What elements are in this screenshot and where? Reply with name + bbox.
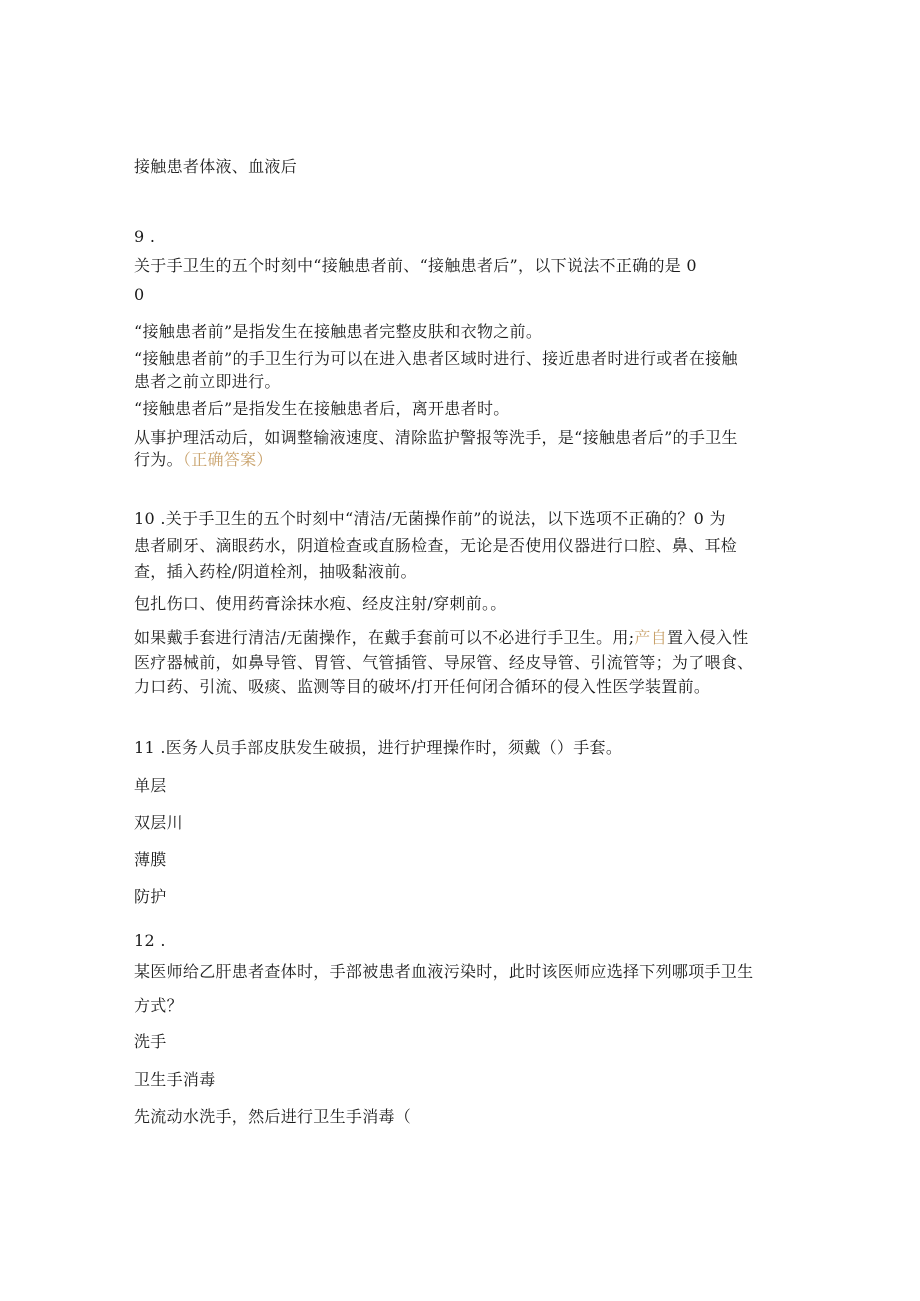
question-11-option-b: 双层川 [134, 813, 183, 832]
question-10-option-c [134, 628, 749, 648]
question-9-stem-cont: 0 [134, 285, 145, 304]
question-9-option-b-cont: 患者之前立即进行。 [134, 372, 281, 391]
question-9-option-d-cont [134, 450, 273, 470]
question-12-option-a: 洗手 [134, 1032, 167, 1051]
question-12-stem-cont: 方式？ [134, 996, 183, 1015]
highlighted-text: 产自 [634, 628, 667, 647]
option-text: 置入侵入性 [667, 628, 749, 647]
question-12-stem: 某医师给乙肝患者查体时，手部被患者血液污染时，此时该医师应选择下列哪项手卫生 [134, 962, 754, 981]
question-12-option-c: 先流动水洗手，然后进行卫生手消毒（ [134, 1107, 412, 1126]
question-9-option-c: “接触患者后”是指发生在接触患者后，离开患者时。 [134, 399, 510, 418]
question-10-option-a-cont: 查，插入药栓/阴道栓剂，抽吸黏液前。 [134, 562, 417, 581]
question-9-option-d: 从事护理活动后，如调整输液速度、清除监护警报等洗手，是“接触患者后”的手卫生 [134, 428, 738, 447]
question-10-option-b: 包扎伤口、使用药膏涂抹水疱、经皮注射/穿刺前。。 [134, 594, 507, 613]
question-12-option-b: 卫生手消毒 [134, 1070, 216, 1089]
question-11-option-d: 防护 [134, 887, 167, 906]
correct-answer-marker: （正确答案） [182, 450, 273, 469]
option-text: 如果戴手套进行清洁/无菌操作，在戴手套前可以不必进行手卫生。用; [134, 628, 635, 647]
question-9-stem: 关于手卫生的五个时刻中“接触患者前、“接触患者后”，以下说法不正确的是 0 [134, 256, 697, 275]
question-11-option-c: 薄膜 [134, 850, 167, 869]
question-9-option-a: “接触患者前”是指发生在接触患者完整皮肤和衣物之前。 [134, 322, 543, 341]
question-10-option-a: 患者刷牙、滴眼药水，阴道检查或直肠检查，无论是否使用仪器进行口腔、鼻、耳检 [134, 536, 738, 555]
question-10-stem: 10 .关于手卫生的五个时刻中“清洁/无菌操作前”的说法，以下选项不正确的？0 为 [134, 509, 726, 528]
question-12-number: 12 . [134, 931, 166, 950]
question-11-option-a: 单层 [134, 776, 167, 795]
option-text: 接触患者体液、血液后 [134, 157, 298, 176]
question-10-option-c-cont2: 力口药、引流、吸痰、监测等目的破坏/打开任何闭合循环的侵入性医学装置前。 [134, 677, 711, 696]
option-text: 行为。 [134, 450, 183, 469]
question-9-number: 9 . [134, 227, 156, 246]
question-10-option-c-cont: 医疗器械前，如鼻导管、胃管、气管插管、导尿管、经皮导管、引流管等；为了喂食、 [134, 653, 754, 672]
question-9-option-b: “接触患者前”的手卫生行为可以在进入患者区域时进行、接近患者时进行或者在接触 [134, 349, 738, 368]
question-11-stem: 11 .医务人员手部皮肤发生破损，进行护理操作时，须戴（）手套。 [134, 738, 623, 757]
